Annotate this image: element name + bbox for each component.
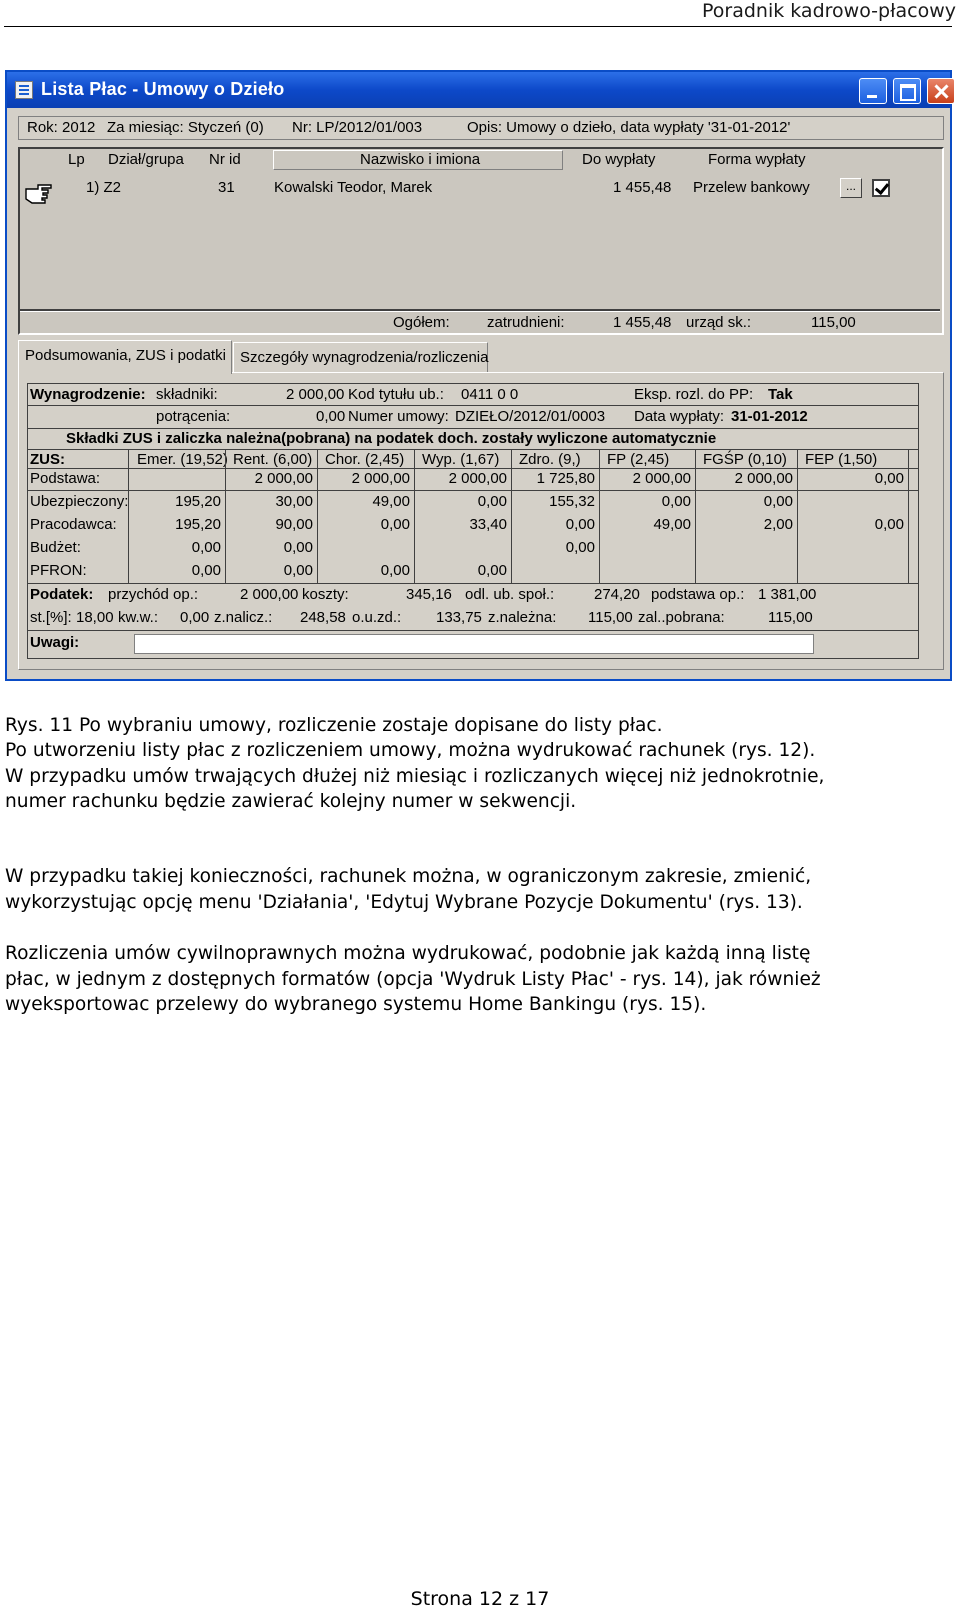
tax-costs-value: 345,16 [406,586,452,603]
page-number: Strona 12 z 17 [410,1588,550,1610]
zus-column-header: Emer. (19,52) [137,451,228,468]
paragraph-line: W przypadku umów trwających dłużej niż miesiąc i rozliczanych więcej niż jednokrotnie, [5,765,825,787]
divider [28,449,918,450]
page-header-title: Poradnik kadrowo-płacowy [701,0,956,22]
row-id: 31 [218,179,235,196]
zus-cell: 0,00 [283,539,313,556]
zus-cell: 0,00 [661,493,691,510]
tax-rate-value: 18,00 [76,609,114,626]
total-tax-office-value: 115,00 [811,314,856,331]
row-to-pay: 1 455,48 [613,179,672,196]
zus-cell: 49,00 [653,516,691,533]
payroll-grid[interactable] [18,147,944,335]
tax-calculated-label: z.nalicz.: [214,609,273,626]
total-employed-label: zatrudnieni: [487,314,565,331]
payment-date-value: 31-01-2012 [731,408,808,425]
row-payment-form: Przelew bankowy [693,179,810,196]
col-header-name[interactable]: Nazwisko i imiona [360,151,481,168]
zus-cell: 33,40 [469,516,507,533]
payroll-window [5,70,952,681]
zus-column-header: Wyp. (1,67) [422,451,500,468]
zus-auto-banner: Składki ZUS i zaliczka należna(pobrana) na podatek doch. zostały wyliczone automatycznie [66,430,717,447]
remarks-label: Uwagi: [30,634,80,651]
remarks-input[interactable] [134,634,814,654]
paragraph-line: Po utworzeniu listy płac z rozliczeniem umowy, można wydrukować rachunek (rys. 12). [5,740,816,761]
zus-cell: 0,00 [380,516,410,533]
paragraph-line: W przypadku takiej konieczności, rachunek można, w ograniczonym zakresie, zmienić, [5,866,812,887]
list-info-bar [18,116,944,140]
paragraph-line: Rozliczenia umów cywilnoprawnych można wydrukować, podobnie jak każdą inną listę [5,943,811,964]
column-divider [128,449,129,583]
zus-row-label: Podstawa: [30,470,101,487]
zus-label: ZUS: [30,451,65,468]
col-header-to-pay[interactable]: Do wypłaty [582,151,656,168]
tax-collected-label: zal..pobrana: [638,609,725,626]
header-rule [4,26,952,27]
tax-ouzd-value: 133,75 [436,609,482,626]
column-divider [599,449,600,583]
tax-collected-value: 115,00 [768,609,813,626]
tax-income-label: przychód op.: [108,586,199,603]
tab-summary[interactable]: Podsumowania, ZUS i podatki [18,340,232,374]
salary-label: Wynagrodzenie: [30,386,146,403]
tax-costs-label: koszty: [302,586,349,603]
zus-cell: 30,00 [275,493,313,510]
col-header-payment-form[interactable]: Forma wypłaty [708,151,806,168]
zus-cell: 2,00 [763,516,793,533]
row-name: Kowalski Teodor, Marek [274,179,433,196]
contract-number-value: DZIEŁO/2012/01/0003 [455,408,606,425]
tax-social-deduction-label: odl. ub. społ.: [465,586,555,603]
zus-row-label: Ubezpieczony: [30,493,129,510]
minimize-button[interactable] [859,78,887,104]
tax-base-label: podstawa op.: [651,586,745,603]
column-divider [317,449,318,583]
zus-cell: 0,00 [565,516,595,533]
paragraph-line: wyeksportowac przelewy do wybranego systemu Home Bankingu (rys. 15). [5,994,707,1015]
app-list-icon [15,81,33,99]
divider [28,630,918,631]
zus-cell: 0,00 [565,539,595,556]
zus-cell: 2 000,00 [254,470,313,487]
tax-social-deduction-value: 274,20 [594,586,640,603]
paragraph-line: wykorzystując opcję menu 'Działania', 'Edytuj Wybrane Pozycje Dokumentu' (rys. 13). [5,891,803,913]
divider [28,405,918,406]
deductions-label: potrącenia: [156,408,231,425]
zus-row-label: Budżet: [30,539,81,556]
zus-cell: 0,00 [477,493,507,510]
paragraph-line: numer rachunku będzie zawierać kolejny numer w sekwencji. [5,791,577,812]
zus-cell: 0,00 [191,562,221,579]
zus-cell: 155,32 [549,493,595,510]
total-employed-value: 1 455,48 [613,314,672,331]
row-lp: 1) Z2 [86,179,122,196]
divider [28,428,918,429]
insurance-code-label: Kod tytułu ub.: [348,386,444,403]
zus-cell: 0,00 [191,539,221,556]
zus-cell: 0,00 [283,562,313,579]
zus-row-label: Pracodawca: [30,516,117,533]
col-header-id[interactable]: Nr id [209,151,241,168]
zus-column-header: Rent. (6,00) [233,451,313,468]
zus-cell: 195,20 [175,493,221,510]
export-pp-value: Tak [768,386,793,403]
info-number: Nr: LP/2012/01/003 [292,119,423,136]
column-divider [908,449,909,583]
column-divider [797,449,798,583]
components-label: składniki: [156,386,218,403]
zus-cell: 195,20 [175,516,221,533]
window-title: Lista Płac - Umowy o Dzieło [41,79,285,99]
zus-row-label: PFRON: [30,562,87,579]
col-header-department[interactable]: Dział/grupa [108,151,184,168]
column-divider [695,449,696,583]
total-label: Ogółem: [393,314,450,331]
tax-base-value: 1 381,00 [758,586,817,603]
zus-cell: 2 000,00 [632,470,691,487]
grid-divider [20,309,940,312]
close-button[interactable] [927,78,955,104]
tax-kww-label: kw.w.: [118,609,159,626]
tax-label: Podatek: [30,586,94,603]
tax-calculated-value: 248,58 [300,609,346,626]
zus-cell: 2 000,00 [448,470,507,487]
tab-details[interactable]: Szczegóły wynagrodzenia/rozliczenia [233,342,488,372]
zus-column-header: FGŚP (0,10) [703,451,787,468]
column-divider [511,449,512,583]
zus-cell: 49,00 [372,493,410,510]
zus-cell: 0,00 [763,493,793,510]
pointing-hand-icon [24,177,54,205]
summary-grid [27,383,919,659]
tax-rate-label: st.[%]: [30,609,72,626]
row-checkbox[interactable] [872,179,890,197]
column-divider [225,449,226,583]
zus-column-header: FP (2,45) [607,451,670,468]
divider [28,468,918,469]
figure-caption: Rys. 11 Po wybraniu umowy, rozliczenie zostaje dopisane do listy płac. [5,715,663,736]
zus-cell: 90,00 [275,516,313,533]
zus-cell: 0,00 [477,562,507,579]
column-divider [414,449,415,583]
zus-column-header: Zdro. (9,) [519,451,581,468]
window-titlebar[interactable] [7,72,950,108]
export-pp-label: Eksp. rozl. do PP: [634,386,754,403]
contract-number-label: Numer umowy: [348,408,449,425]
payment-details-button[interactable]: ... [840,178,862,198]
tax-income-value: 2 000,00 [240,586,299,603]
paragraph-line: płac, w jednym z dostępnych formatów (opcja 'Wydruk Listy Płac' - rys. 14), jak również [5,968,821,990]
deductions-value: 0,00 [316,408,346,425]
insurance-code-value: 0411 0 0 [461,386,519,403]
zus-cell: 0,00 [874,516,904,533]
tax-kww-value: 0,00 [180,609,210,626]
zus-cell: 1 725,80 [536,470,595,487]
tax-ouzd-label: o.u.zd.: [352,609,402,626]
tax-due-value: 115,00 [588,609,633,626]
payment-date-label: Data wypłaty: [634,408,725,425]
col-header-lp[interactable]: Lp [68,151,85,168]
maximize-button[interactable] [893,78,921,104]
zus-column-header: FEP (1,50) [805,451,878,468]
info-description: Opis: Umowy o dzieło, data wypłaty '31-01-2012' [467,119,791,136]
zus-cell: 0,00 [874,470,904,487]
zus-column-header: Chor. (2,45) [325,451,405,468]
summary-panel [18,372,944,670]
zus-cell: 2 000,00 [734,470,793,487]
tax-due-label: z.należna: [488,609,557,626]
total-tax-office-label: urząd sk.: [686,314,752,331]
zus-cell: 0,00 [380,562,410,579]
components-value: 2 000,00 [286,386,345,403]
info-month: Za miesiąc: Styczeń (0) [107,119,264,136]
zus-cell: 2 000,00 [351,470,410,487]
info-year: Rok: 2012 [27,119,96,136]
divider [28,583,918,584]
row-divider [28,490,918,491]
